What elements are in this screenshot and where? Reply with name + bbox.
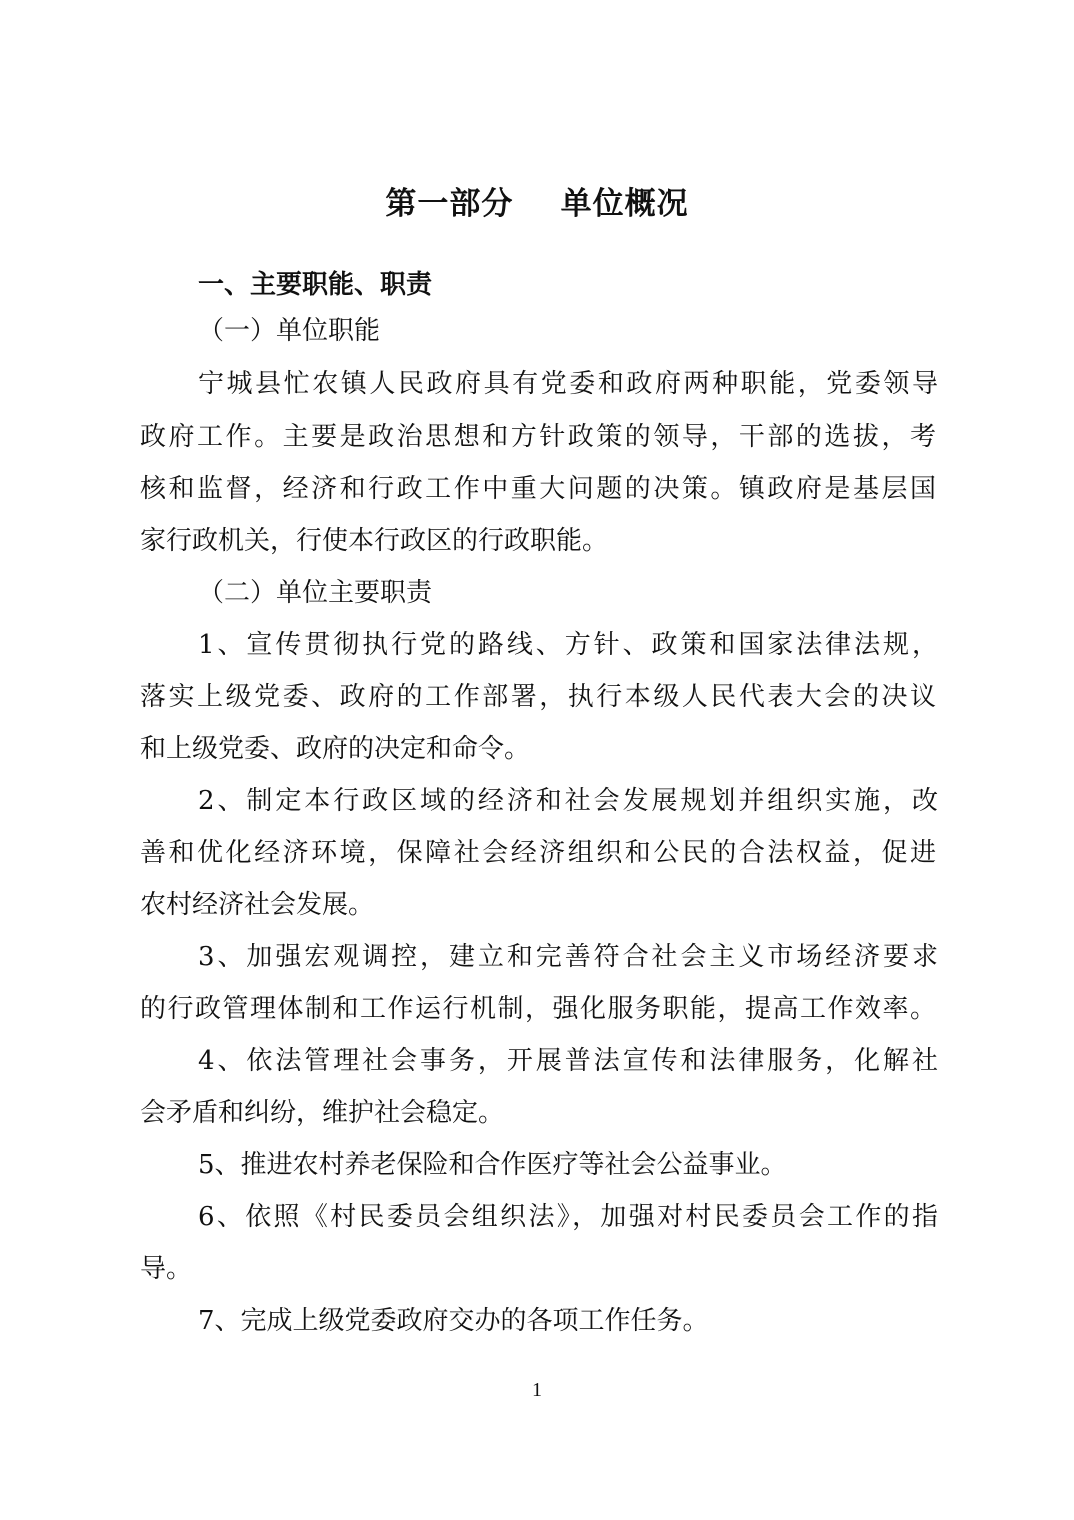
- duty-item-line: 7、完成上级党委政府交办的各项工作任务。: [198, 1306, 709, 1336]
- paragraph-line: 家行政机关，行使本行政区的行政职能。: [140, 526, 609, 556]
- paragraph-line: 核和监督，经济和行政工作中重大问题的决策。镇政府是基层国: [140, 474, 936, 504]
- paragraph-line: 宁城县忙农镇人民政府具有党委和政府两种职能，党委领导: [198, 369, 938, 399]
- paragraph-line: 政府工作。主要是政治思想和方针政策的领导，干部的选拔，考: [140, 422, 936, 452]
- duty-item-line: 5、推进农村养老保险和合作医疗等社会公益事业。: [198, 1150, 787, 1180]
- duty-item-line: 善和优化经济环境，保障社会经济组织和公民的合法权益，促进: [140, 838, 936, 868]
- subheading-unit-function: （一）单位职能: [198, 316, 381, 346]
- page-title: 第一部分 单位概况: [385, 186, 689, 222]
- duty-item-line: 和上级党委、政府的决定和命令。: [140, 734, 531, 764]
- duty-item-line: 的行政管理体制和工作运行机制，强化服务职能，提高工作效率。: [140, 994, 936, 1024]
- section-heading: 一、主要职能、职责: [198, 270, 433, 300]
- subheading-main-duties: （二）单位主要职责: [198, 578, 433, 608]
- duty-item-line: 会矛盾和纠纷，维护社会稳定。: [140, 1098, 505, 1128]
- duty-item-line: 导。: [140, 1254, 193, 1284]
- page-number: 1: [532, 1379, 542, 1401]
- duty-item-line: 落实上级党委、政府的工作部署，执行本级人民代表大会的决议: [140, 682, 936, 712]
- duty-item-line: 2、制定本行政区域的经济和社会发展规划并组织实施，改: [198, 786, 938, 816]
- duty-item-line: 6、依照《村民委员会组织法》，加强对村民委员会工作的指: [198, 1202, 938, 1232]
- duty-item-line: 农村经济社会发展。: [140, 890, 375, 920]
- duty-item-line: 4、依法管理社会事务，开展普法宣传和法律服务，化解社: [198, 1046, 938, 1076]
- duty-item-line: 3、加强宏观调控，建立和完善符合社会主义市场经济要求: [198, 942, 938, 972]
- duty-item-line: 1、宣传贯彻执行党的路线、方针、政策和国家法律法规，: [198, 630, 938, 660]
